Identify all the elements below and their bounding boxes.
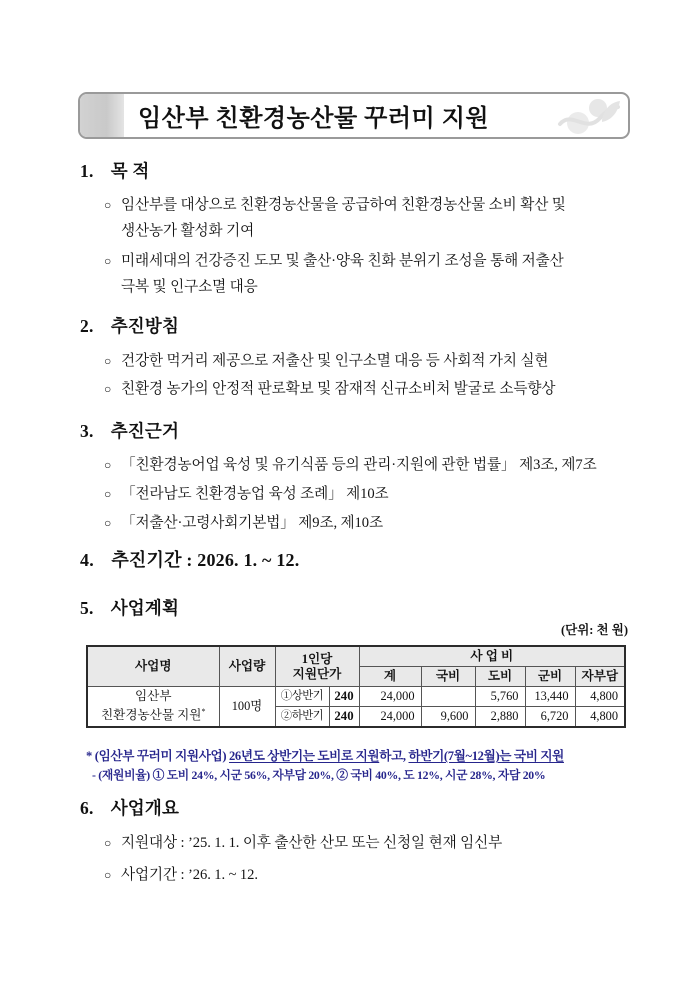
purpose-bullet-2 [104, 248, 632, 300]
cell-national-1 [421, 687, 475, 707]
section-heading-3 [80, 418, 179, 443]
cell-half-label-2: ②하반기 [275, 707, 329, 728]
cell-self-2: 4,800 [575, 707, 625, 728]
overview-bullet-2 [104, 862, 632, 888]
cell-quantity: 100명 [219, 687, 275, 728]
th-self: 자부담 [575, 667, 625, 687]
overview-bullet-2-text: 사업기간 : ’26. 1. ~ 12. [121, 867, 258, 883]
purpose-bullet-1 [104, 192, 632, 244]
th-province: 도비 [475, 667, 525, 687]
cell-self-1: 4,800 [575, 687, 625, 707]
leaf-wave-decoration-icon [552, 96, 622, 138]
funding-ratio-note: - (재원비율) ① 도비 24%, 시군 56%, 자부담 20%, ② 국비 40%, 도 12%, 시군 28%, 자담 20% [92, 768, 546, 782]
section-heading-2 [80, 313, 179, 338]
th-county: 군비 [525, 667, 575, 687]
policy-bullet-1-text: 건강한 먹거리 제공으로 저출산 및 인구소멸 대응 등 사회적 가치 실현 [121, 353, 549, 369]
funding-note-underline-2: 하반기(7월~12월)는 국비 지원 [408, 749, 564, 763]
bullet-marker-icon: ○ [104, 382, 112, 396]
basis-bullet-3 [104, 510, 632, 536]
bullet-marker-icon: ○ [104, 836, 112, 850]
purpose-bullet-1-line2: 생산농가 활성화 기여 [121, 223, 255, 239]
funding-note-middle: 하고, [379, 749, 409, 763]
cell-national-2: 9,600 [421, 707, 475, 728]
section-title-2: 추진방침 [110, 316, 180, 336]
bullet-marker-icon: ○ [104, 254, 112, 268]
funding-note-line-1 [86, 746, 564, 766]
basis-bullet-1-text: 「친환경농어업 육성 및 유기식품 등의 관리·지원에 관한 법률」 제3조, 제7조 [121, 457, 597, 473]
section-title-4: 추진기간 : 2026. 1. ~ 12. [111, 550, 300, 570]
basis-bullet-3-text: 「저출산·고령사회기본법」 제9조, 제10조 [121, 515, 383, 531]
table-unit-note: (단위: 천 원) [560, 623, 628, 637]
purpose-bullet-1-line1: 임산부를 대상으로 친환경농산물을 공급하여 친환경농산물 소비 확산 및 [121, 197, 566, 213]
table-row [87, 687, 625, 707]
table-header-row-1 [87, 646, 625, 667]
overview-bullet-1-text: 지원대상 : ’25. 1. 1. 이후 출산한 산모 또는 신청일 현재 임신부 [121, 835, 503, 851]
cell-half-label-1: ①상반기 [275, 687, 329, 707]
program-name-line2: 친환경농산물 지원 [101, 708, 202, 723]
th-program-name: 사업명 [87, 646, 219, 687]
section-title-5: 사업계획 [110, 598, 180, 618]
bullet-marker-icon: ○ [104, 487, 112, 501]
page-title: 임산부 친환경농산물 꾸러미 지원 [138, 106, 490, 132]
section-number-1: 1. [80, 161, 94, 181]
section-heading-5 [80, 595, 179, 620]
basis-bullet-1 [104, 452, 632, 478]
section-heading-1 [80, 158, 149, 183]
cell-province-1: 5,760 [475, 687, 525, 707]
cell-province-2: 2,880 [475, 707, 525, 728]
th-quantity: 사업량 [219, 646, 275, 687]
program-name-line1: 임산부 [135, 689, 172, 704]
funding-note-prefix: * (임산부 꾸러미 지원사업) [86, 749, 229, 763]
th-budget-group: 사 업 비 [359, 646, 625, 667]
cell-county-1: 13,440 [525, 687, 575, 707]
section-title-3: 추진근거 [110, 421, 180, 441]
section-heading-6 [80, 795, 179, 820]
title-banner-gradient [80, 94, 124, 137]
program-name-footnote-marker: * [201, 707, 206, 717]
section-number-5: 5. [80, 598, 94, 618]
bullet-marker-icon: ○ [104, 354, 112, 368]
business-plan-table-container [86, 645, 624, 728]
section-title-6: 사업개요 [110, 798, 180, 818]
section-title-1: 목 적 [110, 161, 150, 181]
bullet-marker-icon: ○ [104, 516, 112, 530]
section-number-3: 3. [80, 421, 94, 441]
bullet-marker-icon: ○ [104, 198, 112, 212]
funding-note-underline-1: 26년도 상반기는 도비로 지원 [228, 749, 380, 763]
section-number-2: 2. [80, 316, 94, 336]
basis-bullet-2 [104, 481, 632, 507]
bullet-marker-icon: ○ [104, 868, 112, 882]
purpose-bullet-2-line1: 미래세대의 건강증진 도모 및 출산·양육 친화 분위기 조성을 통해 저출산 [121, 253, 564, 269]
cell-unit-price-2: 240 [329, 707, 359, 728]
purpose-bullet-2-line2: 극복 및 인구소멸 대응 [121, 279, 258, 295]
section-number-4: 4. [80, 550, 94, 570]
cell-unit-price-1: 240 [329, 687, 359, 707]
basis-bullet-2-text: 「전라남도 친환경농업 육성 조례」 제10조 [121, 486, 389, 502]
bullet-marker-icon: ○ [104, 458, 112, 472]
overview-bullet-1 [104, 830, 632, 856]
policy-bullet-2-text: 친환경 농가의 안정적 판로확보 및 잠재적 신규소비처 발굴로 소득향상 [121, 381, 556, 397]
document-title-banner [78, 92, 630, 139]
cell-county-2: 6,720 [525, 707, 575, 728]
cell-program-name [87, 687, 219, 728]
th-national: 국비 [421, 667, 475, 687]
policy-bullet-1 [104, 348, 632, 374]
th-total: 계 [359, 667, 421, 687]
cell-total-2: 24,000 [359, 707, 421, 728]
section-heading-4 [80, 546, 299, 572]
cell-total-1: 24,000 [359, 687, 421, 707]
business-plan-table [86, 645, 626, 728]
section-number-6: 6. [80, 798, 94, 818]
policy-bullet-2 [104, 376, 632, 402]
th-unit-price: 1인당 지원단가 [275, 646, 359, 687]
